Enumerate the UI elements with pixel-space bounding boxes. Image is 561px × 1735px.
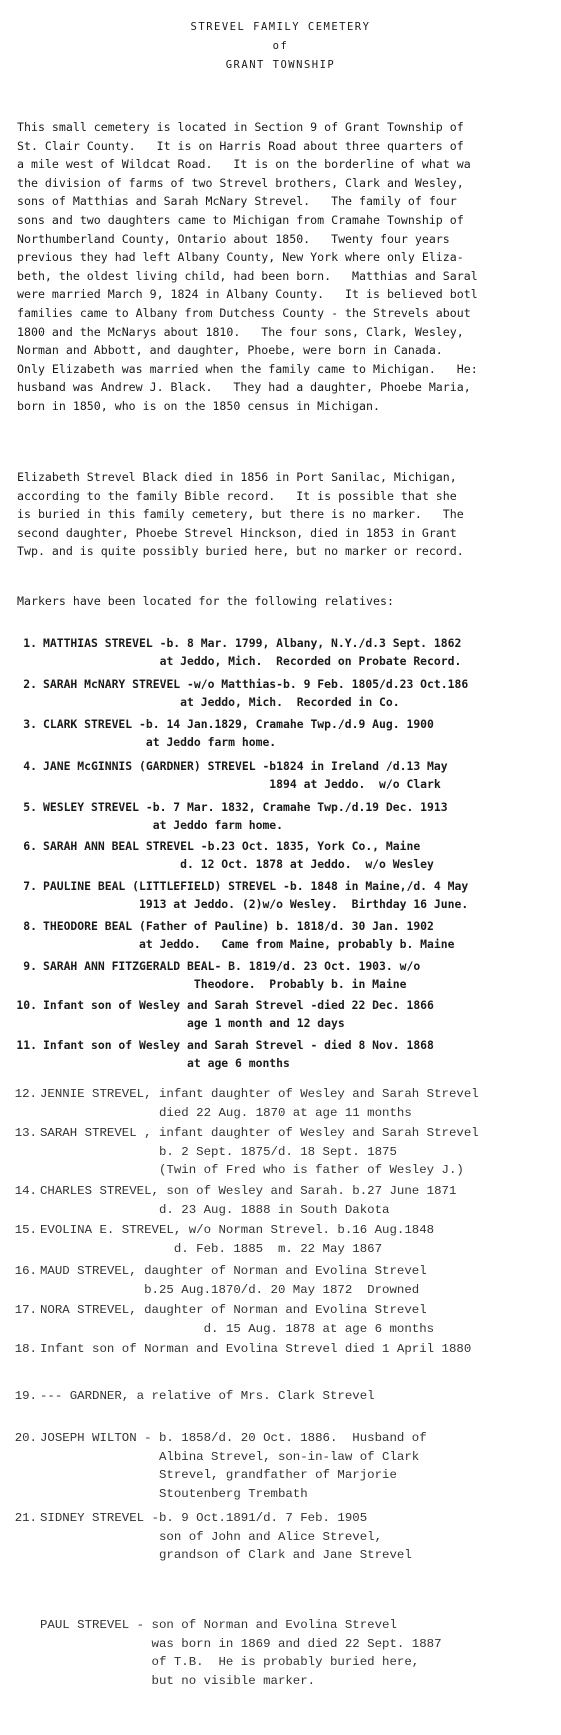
paragraph1-line: beth, the oldest living child, had been born. Matthias and Saral (17, 268, 478, 283)
footnote-line: PAUL STREVEL - son of Norman and Evolina Strevel (40, 1618, 397, 1632)
marker-number: 15. (14, 1223, 37, 1237)
marker-text-line: at age 6 months (43, 1056, 290, 1070)
header-connector: of (272, 40, 289, 52)
marker-text-line: NORA STREVEL, daughter of Norman and Evolina Strevel (40, 1303, 427, 1317)
footnote-line: of T.B. He is probably buried here, (40, 1655, 420, 1670)
paragraph1-line: Only Elizabeth was married when the family came to Michigan. He: (17, 361, 478, 376)
marker-text-line: Theodore. Probably b. in Maine (43, 977, 407, 991)
paragraph2-line: according to the family Bible record. It is possible that she (17, 488, 457, 503)
marker-text-line: MATTHIAS STREVEL -b. 8 Mar. 1799, Albany, N.Y./d.3 Sept. 1862 (43, 636, 462, 650)
marker-text (40, 1262, 427, 1299)
marker-text (40, 1509, 412, 1565)
paragraph1-line: This small cemetery is located in Section 9 of Grant Township of (17, 120, 464, 134)
marker-text-line: died 22 Aug. 1870 at age 11 months (40, 1105, 412, 1120)
marker-text-line: SARAH McNARY STREVEL -w/o Matthias-b. 9 Feb. 1805/d.23 Oct.186 (43, 677, 469, 691)
marker-text-line: at Jeddo farm home. (43, 818, 284, 832)
marker-text-line: SARAH ANN BEAL STREVEL -b.23 Oct. 1835, York Co., Maine (43, 839, 421, 853)
marker-number: 17. (14, 1303, 37, 1317)
marker-number: 5. (23, 800, 37, 814)
header-township: GRANT TOWNSHIP (225, 59, 336, 71)
marker-text-line: THEODORE BEAL (Father of Pauline) b. 1818/d. 30 Jan. 1902 (43, 919, 434, 933)
marker-text (43, 715, 434, 751)
marker-text (43, 837, 434, 873)
marker-text (40, 1124, 479, 1180)
marker-text-line: Albina Strevel, son-in-law of Clark (40, 1449, 420, 1464)
marker-number: 6. (23, 839, 37, 853)
marker-number: 20. (14, 1431, 37, 1445)
marker-text-line: at Jeddo, Mich. Recorded in Co. (43, 695, 400, 709)
marker-text-line: CLARK STREVEL -b. 14 Jan.1829, Cramahe Twp./d.9 Aug. 1900 (43, 717, 434, 731)
paragraph2-line: is buried in this family cemetery, but there is no marker. The (17, 507, 464, 522)
marker-text (43, 675, 468, 711)
footnote-paul-strevel (40, 1616, 442, 1691)
paragraph1-line: Norman and Abbott, and daughter, Phoebe, were born in Canada. (17, 343, 443, 358)
marker-number: 11. (16, 1038, 37, 1052)
marker-text (40, 1221, 434, 1258)
marker-text-line: Stoutenberg Trembath (40, 1487, 308, 1502)
marker-text (40, 1182, 456, 1219)
marker-number: 9. (23, 959, 37, 973)
marker-text-line: CHARLES STREVEL, son of Wesley and Sarah. b.27 June 1871 (40, 1184, 457, 1198)
marker-text-line: b.25 Aug.1870/d. 20 May 1872 Drowned (40, 1282, 420, 1297)
marker-text-line: MAUD STREVEL, daughter of Norman and Evolina Strevel (40, 1264, 427, 1278)
marker-text-line: SARAH ANN FITZGERALD BEAL- B. 1819/d. 23 Oct. 1903. w/o (43, 959, 421, 973)
marker-text-line: JANE McGINNIS (GARDNER) STREVEL -b1824 in Ireland /d.13 May (43, 759, 448, 773)
paragraph1-line: were married March 9, 1824 in Albany County. It is believed botl (17, 287, 478, 302)
second-paragraph (17, 468, 552, 561)
marker-text-line: d. Feb. 1885 m. 22 May 1867 (40, 1241, 383, 1256)
marker-text-line: PAULINE BEAL (LITTLEFIELD) STREVEL -b. 1848 in Maine,/d. 4 May (43, 879, 469, 893)
marker-text-line: (Twin of Fred who is father of Wesley J.) (40, 1163, 464, 1178)
marker-text (43, 1036, 434, 1072)
marker-text-line: son of John and Alice Strevel, (40, 1529, 383, 1544)
paragraph1-line: the division of farms of two Strevel brothers, Clark and Wesley, (17, 175, 464, 190)
marker-text (43, 957, 420, 993)
paragraph2-line: second daughter, Phoebe Strevel Hinckson, died in 1853 in Grant (17, 525, 457, 540)
paragraph1-line: families came to Albany from Dutchess County - the Strevels about (17, 305, 471, 320)
marker-text-line: Strevel, grandfather of Marjorie (40, 1468, 397, 1483)
marker-text (40, 1301, 434, 1338)
marker-text-line: age 1 month and 12 days (43, 1016, 345, 1030)
marker-text (40, 1387, 375, 1406)
marker-text-line: WESLEY STREVEL -b. 7 Mar. 1832, Cramahe Twp./d.19 Dec. 1913 (43, 800, 448, 814)
marker-number: 13. (14, 1126, 37, 1140)
marker-text-line: JENNIE STREVEL, infant daughter of Wesley and Sarah Strevel (40, 1087, 479, 1101)
header-title: STREVEL FAMILY CEMETERY (190, 21, 371, 33)
paragraph1-line: 1800 and the McNarys about 1810. The four sons, Clark, Wesley, (17, 324, 464, 339)
marker-text-line: SIDNEY STREVEL -b. 9 Oct.1891/d. 7 Feb. 1905 (40, 1511, 368, 1525)
marker-text (43, 877, 468, 913)
marker-text-line: EVOLINA E. STREVEL, w/o Norman Strevel. b.16 Aug.1848 (40, 1223, 435, 1237)
paragraph2-line: Elizabeth Strevel Black died in 1856 in Port Sanilac, Michigan, (17, 470, 457, 484)
paragraph1-line: previous they had left Albany County, New York where only Eliza- (17, 250, 464, 265)
footnote-line: was born in 1869 and died 22 Sept. 1887 (40, 1636, 442, 1651)
marker-text-line: 1894 at Jeddo. w/o Clark (43, 777, 441, 791)
markers-intro: Markers have been located for the following relatives: (17, 594, 394, 608)
marker-text (43, 634, 461, 670)
marker-number: 10. (16, 998, 37, 1012)
paragraph2-line: Twp. and is quite possibly buried here, but no marker or record. (17, 544, 464, 559)
marker-text-line: Infant son of Norman and Evolina Strevel died 1 April 1880 (40, 1342, 472, 1356)
marker-text-line: d. 15 Aug. 1878 at age 6 months (40, 1321, 435, 1336)
marker-text (43, 996, 434, 1032)
marker-text-line: at Jeddo farm home. (43, 735, 277, 749)
marker-text (43, 798, 448, 834)
marker-text-line: b. 2 Sept. 1875/d. 18 Sept. 1875 (40, 1144, 397, 1159)
marker-text-line: at Jeddo. Came from Maine, probably b. Maine (43, 937, 455, 951)
document-header (0, 18, 561, 75)
footnote-line: but no visible marker. (40, 1674, 316, 1689)
paragraph1-line: St. Clair County. It is on Harris Road about three quarters of (17, 138, 464, 153)
marker-text (40, 1085, 479, 1122)
marker-text (40, 1429, 427, 1504)
marker-text-line: JOSEPH WILTON - b. 1858/d. 20 Oct. 1886. Husband of (40, 1431, 427, 1445)
marker-text-line: SARAH STREVEL , infant daughter of Wesley and Sarah Strevel (40, 1126, 479, 1140)
marker-number: 18. (14, 1342, 37, 1356)
marker-number: 16. (14, 1264, 37, 1278)
marker-text (43, 917, 454, 953)
marker-number: 1. (23, 636, 37, 650)
paragraph1-line: a mile west of Wildcat Road. It is on the borderline of what wa (17, 157, 471, 172)
marker-text (40, 1340, 471, 1359)
marker-text (43, 757, 448, 793)
marker-number: 19. (14, 1389, 37, 1403)
paragraph1-line: husband was Andrew J. Black. They had a daughter, Phoebe Maria, (17, 380, 471, 395)
marker-number: 2. (23, 677, 37, 691)
marker-text-line: --- GARDNER, a relative of Mrs. Clark Strevel (40, 1389, 375, 1403)
paragraph1-line: sons and two daughters came to Michigan from Cramahe Township of (17, 212, 464, 227)
marker-text-line: grandson of Clark and Jane Strevel (40, 1548, 412, 1563)
marker-number: 3. (23, 717, 37, 731)
marker-number: 21. (14, 1511, 37, 1525)
marker-text-line: at Jeddo, Mich. Recorded on Probate Record. (43, 654, 462, 668)
marker-number: 14. (14, 1184, 37, 1198)
marker-number: 4. (23, 759, 37, 773)
paragraph1-line: sons of Matthias and Sarah McNary Strevel. The family of four (17, 194, 457, 209)
marker-text-line: Infant son of Wesley and Sarah Strevel -died 22 Dec. 1866 (43, 998, 434, 1012)
marker-number: 8. (23, 919, 37, 933)
intro-paragraph (17, 118, 552, 416)
marker-text-line: 1913 at Jeddo. (2)w/o Wesley. Birthday 16 June. (43, 897, 469, 911)
marker-number: 7. (23, 879, 37, 893)
marker-text-line: d. 23 Aug. 1888 in South Dakota (40, 1202, 390, 1217)
marker-text-line: d. 12 Oct. 1878 at Jeddo. w/o Wesley (43, 857, 434, 871)
paragraph1-line: Northumberland County, Ontario about 1850. Twenty four years (17, 231, 450, 246)
marker-number: 12. (14, 1087, 37, 1101)
marker-text-line: Infant son of Wesley and Sarah Strevel - died 8 Nov. 1868 (43, 1038, 434, 1052)
paragraph1-line: born in 1850, who is on the 1850 census in Michigan. (17, 398, 380, 413)
